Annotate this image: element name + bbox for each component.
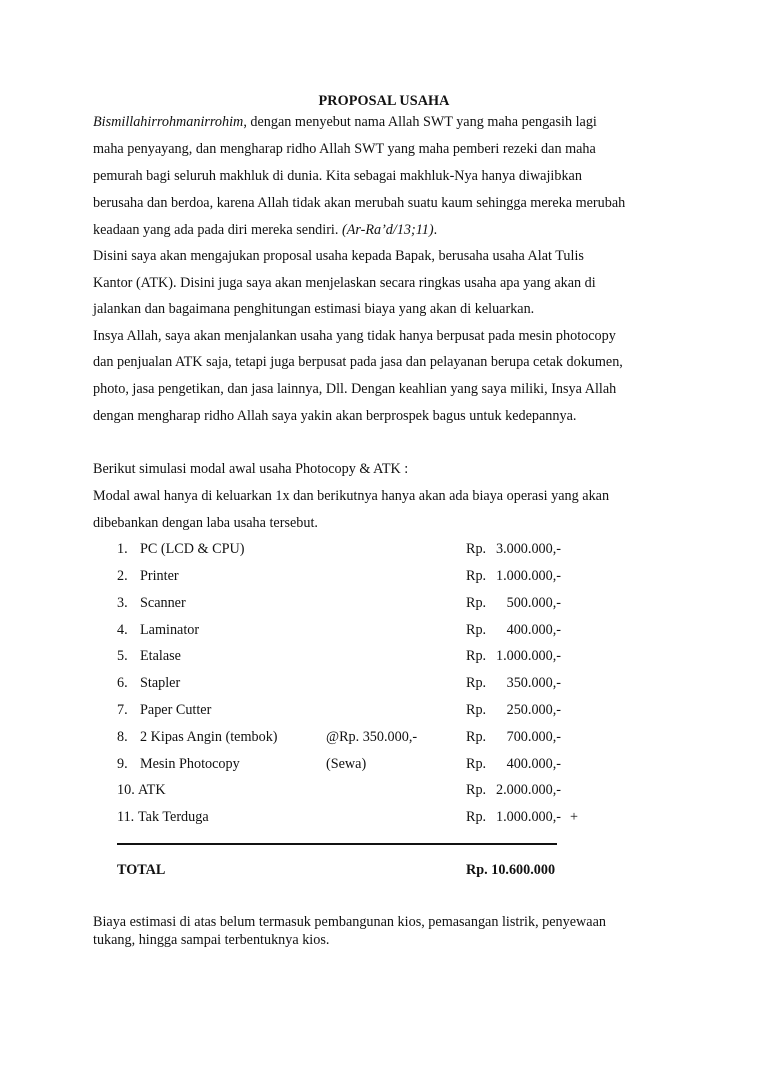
item-name: Tak Terduga — [138, 809, 209, 825]
item-amount: 3.000.000,- — [495, 541, 561, 557]
total-label: TOTAL — [117, 862, 166, 878]
item-number: 1. — [117, 541, 128, 557]
modal-note-line-1: Modal awal hanya di keluarkan 1x dan berikutnya hanya akan ada biaya operasi yang akan — [93, 488, 610, 504]
list-item — [117, 701, 587, 719]
document-title: PROPOSAL USAHA — [318, 93, 450, 109]
item-amount: 250.000,- — [506, 702, 561, 718]
intro-line-4: berusaha dan berdoa, karena Allah tidak akan merubah suatu kaum sehingga mereka merubah — [93, 195, 626, 211]
item-currency: Rp. — [466, 622, 487, 638]
item-currency: Rp. — [466, 568, 487, 584]
item-number: 4. — [117, 622, 128, 638]
item-number: 9. — [117, 756, 128, 772]
item-number: 10. — [117, 782, 135, 798]
intro-line-5 — [93, 221, 437, 239]
list-item — [117, 755, 587, 773]
item-number: 11. — [117, 809, 135, 825]
item-amount: 2.000.000,- — [495, 782, 561, 798]
item-currency: Rp. — [466, 702, 487, 718]
item-number: 7. — [117, 702, 128, 718]
item-name: Mesin Photocopy — [140, 756, 240, 772]
item-amount: 400.000,- — [506, 756, 561, 772]
item-name: Paper Cutter — [140, 702, 212, 718]
list-item — [117, 647, 587, 665]
item-currency: Rp. — [466, 729, 487, 745]
total-value: Rp. 10.600.000 — [466, 862, 556, 878]
item-number: 2. — [117, 568, 128, 584]
intro-line-1 — [93, 113, 597, 131]
item-amount: 500.000,- — [506, 595, 561, 611]
list-item — [117, 540, 587, 558]
footnote-line-1: Biaya estimasi di atas belum termasuk pembangunan kios, pemasangan listrik, penyewaan — [93, 914, 606, 930]
item-currency: Rp. — [466, 675, 487, 691]
item-currency: Rp. — [466, 595, 487, 611]
list-item — [117, 594, 587, 612]
item-amount: 1.000.000,- — [495, 648, 561, 664]
paragraph2-line-1: Disini saya akan mengajukan proposal usaha kepada Bapak, berusaha usaha Alat Tulis — [93, 248, 584, 264]
item-number: 8. — [117, 729, 128, 745]
item-note: (Sewa) — [326, 756, 367, 772]
list-item — [117, 808, 587, 826]
item-name: 2 Kipas Angin (tembok) — [140, 729, 278, 745]
item-number: 6. — [117, 675, 128, 691]
list-item — [117, 674, 587, 692]
simulation-intro: Berikut simulasi modal awal usaha Photocopy & ATK : — [93, 461, 409, 477]
item-currency: Rp. — [466, 541, 487, 557]
item-note: @Rp. 350.000,- — [326, 729, 418, 745]
item-number: 3. — [117, 595, 128, 611]
item-currency: Rp. — [466, 809, 487, 825]
list-item — [117, 781, 587, 799]
item-name: Scanner — [140, 595, 186, 611]
intro-line-5-text: keadaan yang ada pada diri mereka sendiri. — [93, 222, 342, 238]
basmalah: Bismillahirrohmanirrohim — [93, 114, 244, 130]
paragraph2-line-2: Kantor (ATK). Disini juga saya akan menjelaskan secara ringkas usaha apa yang akan di — [93, 275, 596, 291]
intro-line-1-text: , dengan menyebut nama Allah SWT yang maha pengasih lagi — [243, 114, 597, 130]
quran-citation: (Ar-Ra’d/13;11) — [341, 222, 434, 238]
paragraph3-line-1: Insya Allah, saya akan menjalankan usaha yang tidak hanya berpusat pada mesin photocopy — [93, 328, 616, 344]
item-name: Etalase — [140, 648, 181, 664]
paragraph3-line-4: dengan mengharap ridho Allah saya yakin akan berprospek bagus untuk kedepannya. — [93, 408, 577, 424]
item-name: Laminator — [140, 622, 200, 638]
list-item — [117, 567, 587, 585]
item-suffix: + — [570, 809, 579, 825]
item-name: Stapler — [140, 675, 181, 691]
list-item — [117, 728, 587, 746]
item-currency: Rp. — [466, 756, 487, 772]
item-amount: 1.000.000,- — [495, 568, 561, 584]
intro-line-3: pemurah bagi seluruh makhluk di dunia. Kita sebagai makhluk-Nya hanya diwajibkan — [93, 168, 582, 184]
footnote-line-2: tukang, hingga sampai terbentuknya kios. — [93, 932, 330, 948]
paragraph2-line-3: jalankan dan bagaimana penghitungan estimasi biaya yang akan di keluarkan. — [93, 301, 535, 317]
item-name: ATK — [138, 782, 166, 798]
item-name: PC (LCD & CPU) — [140, 541, 245, 557]
item-number: 5. — [117, 648, 128, 664]
item-name: Printer — [140, 568, 179, 584]
item-amount: 1.000.000,- — [495, 809, 561, 825]
intro-line-5-end: . — [433, 222, 438, 238]
intro-line-2: maha penyayang, dan mengharap ridho Allah SWT yang maha pemberi rezeki dan maha — [93, 141, 596, 157]
item-amount: 400.000,- — [506, 622, 561, 638]
sum-divider — [117, 843, 557, 845]
paragraph3-line-2: dan penjualan ATK saja, tetapi juga berpusat pada jasa dan pelayanan berupa cetak dokumen, — [93, 354, 623, 370]
item-currency: Rp. — [466, 648, 487, 664]
item-currency: Rp. — [466, 782, 487, 798]
modal-note-line-2: dibebankan dengan laba usaha tersebut. — [93, 515, 318, 531]
item-amount: 700.000,- — [506, 729, 561, 745]
paragraph3-line-3: photo, jasa pengetikan, dan jasa lainnya, Dll. Dengan keahlian yang saya miliki, Insya Allah — [93, 381, 617, 397]
list-item — [117, 621, 587, 639]
item-amount: 350.000,- — [506, 675, 561, 691]
